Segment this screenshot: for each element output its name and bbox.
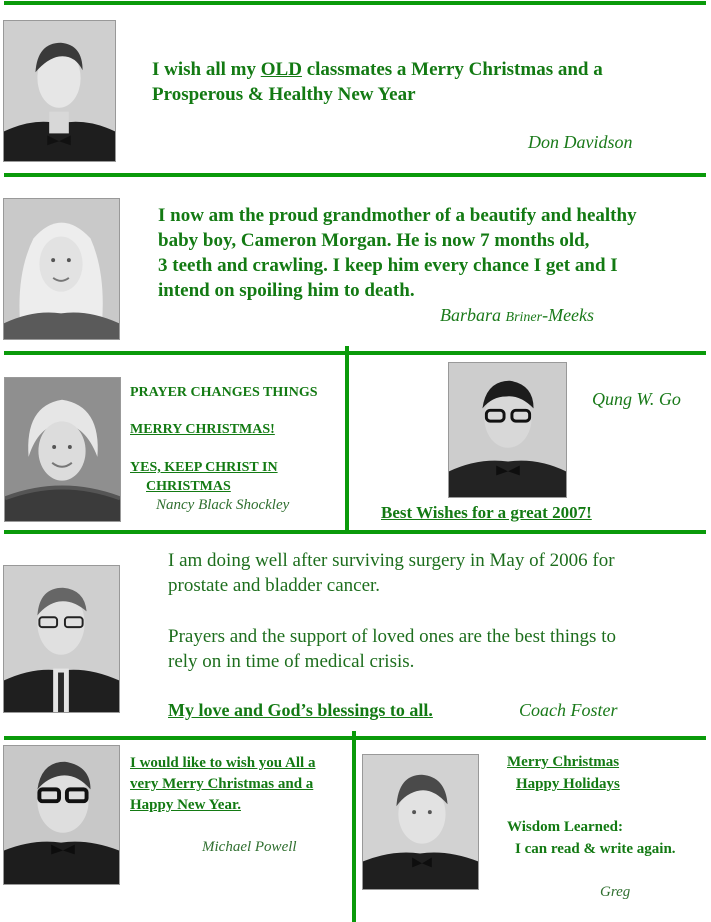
greg-line-2: Happy Holidays [516, 776, 620, 792]
michael-powell-photo [3, 745, 120, 885]
barbara-line-4: intend on spoiling him to death. [158, 280, 415, 301]
foster-para1-line1: I am doing well after surviving surgery in May of 2006 for [168, 550, 615, 571]
barbara-sig-first: Barbara [440, 305, 506, 325]
barbara-message [158, 203, 703, 303]
nancy-line-1: PRAYER CHANGES THINGS [130, 385, 318, 400]
michael-signature: Michael Powell [202, 839, 297, 855]
qung-photo [448, 362, 567, 498]
don-message-line1-pre: I wish all my [152, 59, 261, 80]
greg-line-3: Wisdom Learned: [507, 819, 623, 835]
michael-line-3: Happy New Year. [130, 797, 241, 813]
divider-1 [4, 173, 706, 177]
nancy-line-2: MERRY CHRISTMAS! [130, 422, 275, 437]
greg-line-1: Merry Christmas [507, 754, 620, 770]
barbara-line-1: I now am the proud grandmother of a beautify and healthy [158, 205, 637, 226]
nancy-signature: Nancy Black Shockley [156, 497, 290, 513]
barbara-sig-middle: Briner [505, 310, 543, 325]
don-davidson-photo [3, 20, 116, 162]
qung-signature: Qung W. Go [592, 389, 681, 409]
nancy-line-4: CHRISTMAS [146, 479, 231, 494]
nancy-photo [4, 377, 121, 522]
divider-2 [4, 351, 706, 355]
don-message-old: OLD [260, 59, 302, 80]
don-message [152, 57, 692, 107]
foster-signature: Coach Foster [519, 700, 618, 720]
qung-message: Best Wishes for a great 2007! [381, 503, 592, 522]
barbara-line-3: 3 teeth and crawling. I keep him every chance I get and I [158, 255, 618, 276]
barbara-line-2: baby boy, Cameron Morgan. He is now 7 months old, [158, 230, 590, 251]
don-signature: Don Davidson [528, 132, 633, 152]
greg-line-4: I can read & write again. [515, 841, 676, 857]
greg-photo [362, 754, 479, 890]
foster-para2-line1: Prayers and the support of loved ones are the best things to [168, 626, 616, 647]
barbara-sig-last: -Meeks [542, 305, 595, 325]
michael-line-2: very Merry Christmas and a [130, 776, 314, 792]
foster-para2-line2: rely on in time of medical crisis. [168, 651, 415, 672]
don-message-line1-post: classmates a Merry Christmas and a [301, 59, 603, 80]
divider-vertical-1 [345, 346, 349, 533]
barbara-signature [440, 305, 594, 326]
foster-para-1 [168, 548, 698, 598]
coach-foster-photo [3, 565, 120, 713]
foster-para1-line2: prostate and bladder cancer. [168, 575, 381, 596]
divider-3 [4, 530, 706, 534]
michael-line-1: I would like to wish you All a [130, 755, 316, 771]
divider-vertical-2 [352, 731, 356, 922]
foster-para-2 [168, 624, 698, 674]
don-message-line2: Prosperous & Healthy New Year [152, 84, 416, 105]
michael-message [130, 753, 315, 816]
foster-closing: My love and God’s blessings to all. [168, 700, 433, 720]
divider-top [4, 1, 706, 5]
barbara-photo [3, 198, 120, 340]
nancy-line-3: YES, KEEP CHRIST IN [130, 460, 278, 475]
greg-signature: Greg [600, 884, 631, 900]
